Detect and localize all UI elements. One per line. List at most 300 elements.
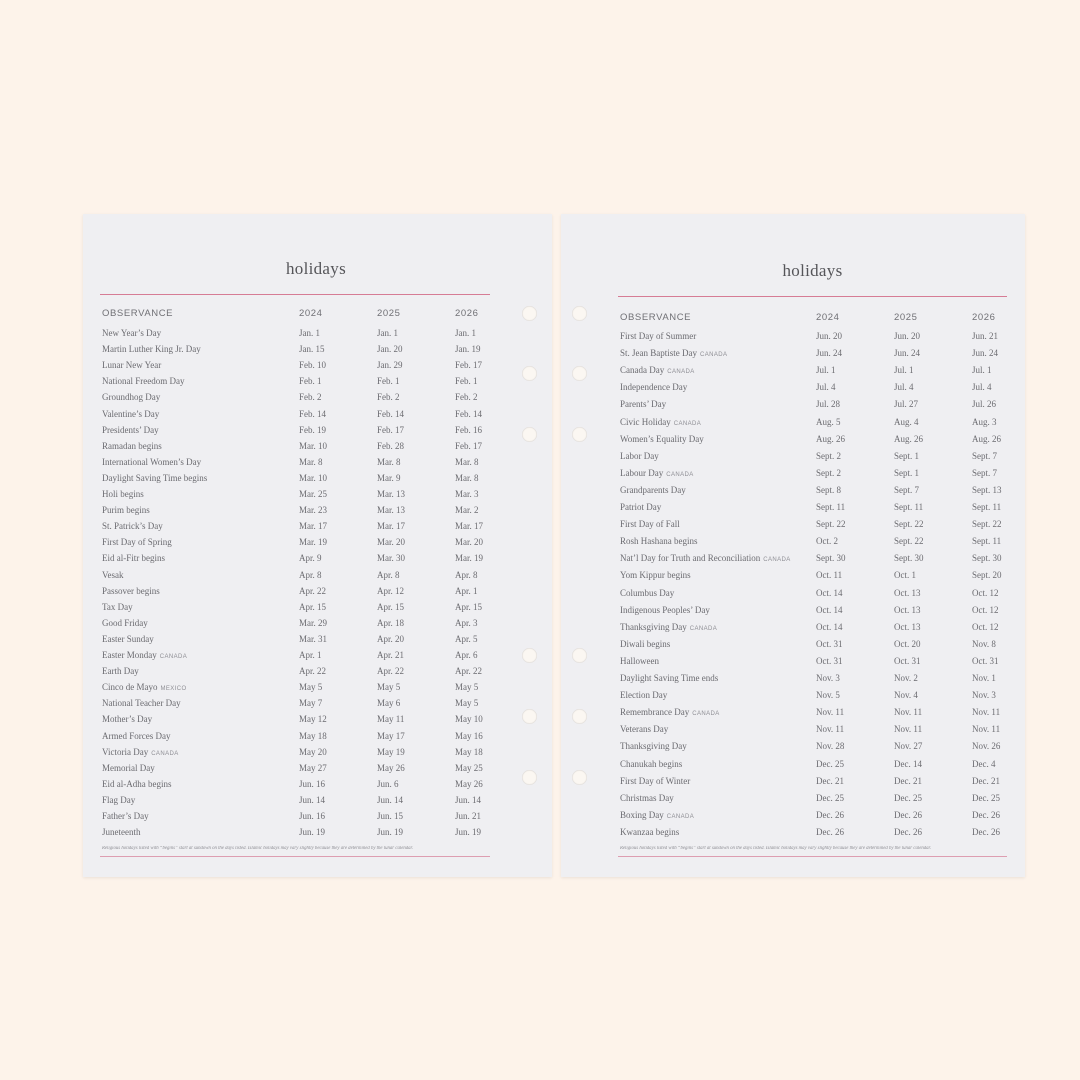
holiday-name-text: Nat’l Day for Truth and Reconciliation [620,553,761,564]
holiday-name-text: Canada Day [620,365,665,376]
holiday-name-text: Christmas Day [620,792,674,803]
table-row [102,763,492,779]
holiday-name [620,485,686,495]
table-row [620,434,1010,450]
table-row [102,457,492,473]
date-2025: Jul. 27 [894,399,919,410]
table-row [620,690,1010,706]
holiday-name-text: Patriot Day [620,502,662,512]
holiday-name-text: Presidents’ Day [102,424,159,435]
table-row [102,537,492,553]
date-2026: Nov. 11 [972,707,1001,718]
holiday-name-text: St. Patrick’s Day [102,521,163,532]
table-row [620,331,1010,347]
date-2025: May 11 [377,714,405,725]
date-2026: Nov. 8 [972,638,996,649]
date-2024: Oct. 14 [816,587,843,598]
holiday-name [102,537,172,547]
table-row [102,409,492,425]
date-2024: May 18 [299,730,327,741]
date-2026: Sept. 20 [972,570,1002,581]
holiday-name [102,682,187,692]
date-2025: Jan. 1 [377,328,398,338]
date-2024: Jul. 4 [816,382,836,393]
table-row [620,553,1010,569]
date-2026: Sept. 22 [972,519,1002,530]
holiday-name-text: Vesak [102,569,124,580]
holiday-name-text: Purim begins [102,505,150,516]
date-2024: Feb. 2 [299,392,322,403]
holiday-name-text: Grandparents Day [620,484,686,495]
page-title: holidays [782,261,843,280]
table-row [620,451,1010,467]
date-2025: Mar. 13 [377,489,405,499]
holiday-name [620,553,791,563]
date-2025: Mar. 8 [377,456,401,467]
holiday-name-text: Independence Day [620,382,688,393]
table-row [620,536,1010,552]
date-2026: Jun. 24 [972,348,999,359]
binder-hole [572,648,587,663]
date-2024: Dec. 26 [816,826,844,837]
table-row [102,441,492,457]
date-2024: Apr. 22 [299,585,326,596]
table-row [102,634,492,650]
date-2026: Jul. 26 [972,399,997,410]
holiday-name-text: Easter Monday [102,650,157,660]
holiday-name-text: Groundhog Day [102,392,161,403]
table-row [620,519,1010,535]
date-2026: May 18 [455,746,483,757]
date-2024: Oct. 11 [816,570,843,581]
date-2025: Apr. 8 [377,569,400,580]
table-row [102,328,492,344]
date-2025: May 19 [377,746,405,757]
date-2026: Mar. 2 [455,505,479,516]
holiday-name-text: Eid al-Adha begins [102,778,172,789]
table-row [102,731,492,747]
holiday-name-text: International Women’s Day [102,456,202,467]
holiday-name-text: National Teacher Day [102,698,181,709]
table-row [102,505,492,521]
date-2025: Jan. 20 [377,344,403,355]
holiday-name [102,392,160,402]
table-row [620,759,1010,775]
holiday-name [102,811,149,821]
date-2024: Feb. 1 [299,376,322,387]
date-2025: Apr. 15 [377,601,404,612]
holiday-name-text: Martin Luther King Jr. Day [102,344,201,355]
date-2025: Jun. 20 [894,331,921,341]
date-2026: Sept. 7 [972,467,998,478]
date-2026: Feb. 16 [455,424,482,435]
date-2024: Oct. 14 [816,621,843,632]
date-2024: Jan. 1 [299,328,320,338]
date-2024: Jun. 16 [299,811,326,821]
table-row [102,795,492,811]
holiday-name [620,793,674,803]
date-2026: Aug. 3 [972,416,997,427]
holiday-name-text: Columbus Day [620,587,675,598]
holiday-name [620,639,670,649]
date-2024: Jul. 1 [816,365,836,376]
date-2026: Mar. 19 [455,553,483,564]
holiday-name [620,434,704,444]
holiday-name-text: Yom Kippur begins [620,570,691,581]
title-divider [100,294,490,295]
header-year-2025: 2025 [894,312,918,323]
date-2024: Oct. 31 [816,655,843,666]
date-2026: Nov. 3 [972,690,996,701]
holiday-name-text: Indigenous Peoples’ Day [620,604,710,615]
date-2024: Apr. 22 [299,666,326,677]
date-2026: Aug. 26 [972,433,1001,444]
table-row [102,570,492,586]
binder-hole [572,306,587,321]
table-row [620,382,1010,398]
table-row [102,344,492,360]
date-2025: Oct. 1 [894,570,916,581]
date-2024: Sept. 11 [816,502,846,512]
table-row [620,570,1010,586]
binder-hole [572,770,587,785]
table-row [620,399,1010,415]
table-row [620,365,1010,381]
holiday-name [102,827,141,837]
date-2025: Oct. 13 [894,604,921,615]
table-row [102,666,492,682]
footnote-divider [618,856,1007,857]
date-2026: Sept. 11 [972,536,1002,547]
date-2024: Apr. 1 [299,650,322,660]
date-2025: Feb. 14 [377,408,404,419]
table-row [102,473,492,489]
holiday-name [102,553,165,563]
date-2025: May 17 [377,730,405,741]
date-2025: Jul. 1 [894,365,914,376]
date-2025: Nov. 11 [894,724,923,735]
table-row [620,485,1010,501]
date-2026: Oct. 12 [972,604,999,615]
date-2024: May 20 [299,746,327,757]
date-2026: Feb. 14 [455,408,482,419]
date-2026: Apr. 3 [455,617,478,628]
table-row [102,376,492,392]
holiday-name [102,634,154,644]
region-tag: CANADA [673,420,702,427]
holiday-name [102,602,133,612]
date-2026: Jan. 1 [455,328,476,338]
table-row [102,714,492,730]
holiday-name [620,724,668,734]
date-2026: Mar. 20 [455,537,483,548]
header-observance: OBSERVANCE [620,312,692,323]
date-2024: Nov. 11 [816,707,845,718]
date-2025: Mar. 30 [377,553,405,564]
table-row [620,724,1010,740]
holiday-name-text: Flag Day [102,794,136,805]
date-2026: Jan. 19 [455,344,481,355]
date-2026: Nov. 26 [972,741,1001,752]
table-row [620,348,1010,364]
table-row [102,618,492,634]
table-row [102,698,492,714]
holiday-name [102,505,150,515]
holiday-name [620,759,682,769]
date-2025: Dec. 14 [894,758,922,769]
holiday-name [102,618,148,628]
table-row [102,553,492,569]
table-row [620,776,1010,792]
date-2026: Oct. 12 [972,621,999,632]
date-2026: Apr. 15 [455,601,482,612]
date-2026: May 5 [455,698,479,709]
date-2024: Mar. 10 [299,440,327,451]
date-2026: Jul. 4 [972,382,992,393]
header-year-2024: 2024 [299,308,323,319]
date-2026: Apr. 22 [455,666,482,677]
holiday-name [620,468,694,478]
header-year-2026: 2026 [455,308,479,319]
holiday-name-text: Lunar New Year [102,360,162,371]
date-2026: Dec. 21 [972,775,1000,786]
date-2026: Feb. 2 [455,392,478,403]
region-tag: CANADA [159,654,188,660]
date-2024: May 12 [299,714,327,725]
date-2025: Dec. 25 [894,792,922,803]
date-2025: Jun. 19 [377,827,404,838]
date-2024: Apr. 15 [299,601,326,612]
holiday-name-text: Civic Holiday [620,416,671,427]
table-row [102,392,492,408]
holiday-name [102,666,139,676]
table-row [102,682,492,698]
date-2024: Dec. 25 [816,792,844,803]
binder-hole [522,709,537,724]
holiday-name-text: First Day of Spring [102,537,172,548]
date-2025: Apr. 21 [377,650,404,660]
date-2026: Jun. 19 [455,827,482,838]
date-2024: Jul. 28 [816,399,841,410]
date-2024: Sept. 2 [816,450,842,461]
holiday-name [102,376,184,386]
holiday-name-text: Veterans Day [620,724,669,735]
date-2024: Mar. 25 [299,489,327,499]
date-2025: Aug. 4 [894,416,919,427]
holiday-name [102,328,161,338]
binder-hole [522,648,537,663]
date-2025: Sept. 22 [894,536,924,547]
date-2026: Mar. 3 [455,489,479,499]
date-2025: Apr. 12 [377,585,404,596]
binder-hole [572,366,587,381]
date-2024: Mar. 23 [299,505,327,516]
holiday-name-text: Mother’s Day [102,714,153,725]
region-tag: CANADA [692,711,720,718]
holiday-name [620,365,695,375]
holiday-name [102,779,171,789]
holiday-name [620,707,720,717]
date-2026: Oct. 31 [972,655,999,666]
date-2026: Feb. 1 [455,376,478,387]
holiday-name [102,714,152,724]
date-2025: Feb. 17 [377,424,404,435]
region-tag: MEXICO [160,686,187,693]
holiday-name [102,650,187,660]
holiday-name [102,795,135,805]
date-2024: Oct. 2 [816,536,838,547]
header-observance: OBSERVANCE [102,308,174,319]
holiday-name [620,536,698,546]
holiday-name-text: St. Jean Baptiste Day [620,348,697,359]
holiday-name [620,776,690,786]
date-2025: Mar. 13 [377,505,405,516]
region-tag: CANADA [667,369,695,376]
date-2026: May 5 [455,682,479,693]
date-2026: Sept. 30 [972,553,1002,564]
date-2024: Oct. 31 [816,638,843,649]
date-2024: May 7 [299,698,323,709]
holiday-name-text: Labor Day [620,450,659,461]
holiday-name-text: First Day of Summer [620,331,697,341]
holiday-name [102,344,201,354]
date-2025: Nov. 2 [894,673,918,683]
holiday-name-text: Diwali begins [620,638,671,649]
holiday-name-text: Holi begins [102,489,144,499]
holiday-name-text: New Year’s Day [102,328,162,338]
region-tag: CANADA [763,557,791,564]
holiday-name [620,656,659,666]
region-tag: CANADA [689,625,718,632]
table-row [620,793,1010,809]
date-2024: Mar. 17 [299,521,327,532]
holiday-name-text: Passover begins [102,585,160,596]
holiday-name [620,331,696,341]
date-2025: Jun. 14 [377,794,404,805]
holiday-name-text: Parents’ Day [620,399,667,410]
date-2024: Mar. 31 [299,633,327,644]
holiday-name-text: Victoria Day [102,746,149,757]
holiday-name-text: Boxing Day [620,809,664,820]
holiday-name-text: Juneteenth [102,827,141,838]
holiday-name-text: Remembrance Day [620,707,690,718]
page-title: holidays [285,259,346,278]
date-2026: Jul. 1 [972,365,992,376]
date-2025: Nov. 4 [894,690,918,701]
date-2024: Nov. 5 [816,690,840,701]
header-year-2026: 2026 [972,312,996,323]
date-2025: Mar. 17 [377,521,405,532]
holiday-name [102,747,179,757]
date-2025: Oct. 31 [894,655,921,666]
date-2025: Dec. 21 [894,775,922,786]
date-2024: Sept. 2 [816,467,842,478]
date-2026: Nov. 11 [972,724,1001,735]
holiday-name-text: Eid al-Fitr begins [102,553,165,564]
holiday-name [102,521,163,531]
date-2025: Oct. 13 [894,587,921,598]
date-2025: Jun. 6 [377,778,399,789]
date-2024: Sept. 8 [816,484,842,495]
date-2025: Nov. 27 [894,741,923,752]
table-row [620,622,1010,638]
date-2025: Sept. 1 [894,450,920,461]
holiday-name [102,570,124,580]
holiday-name [620,399,666,409]
date-2025: Apr. 20 [377,633,404,644]
holiday-name [102,489,144,499]
holiday-name-text: Kwanzaa begins [620,826,680,837]
table-row [620,810,1010,826]
holiday-name [102,586,160,596]
table-row [620,417,1010,433]
table-row [620,656,1010,672]
date-2025: Aug. 26 [894,433,923,444]
region-tag: CANADA [700,352,728,359]
holiday-name-text: First Day of Fall [620,519,680,530]
holiday-name-text: Easter Sunday [102,633,154,644]
footnote: Religious holidays listed with “begins” start at sundown on the days listed. Islamic holidays may vary slightly because they are determined by the lunar calendar. [102,846,414,851]
table-row [620,468,1010,484]
date-2024: Nov. 28 [816,741,845,752]
date-2024: Dec. 21 [816,775,844,786]
date-2024: Dec. 25 [816,758,844,769]
holiday-name-text: First Day of Winter [620,775,691,786]
table-row [620,502,1010,518]
date-2026: Mar. 8 [455,456,479,467]
left-planner-page [83,214,552,877]
date-2024: Sept. 30 [816,553,846,564]
table-row [620,707,1010,723]
header-year-2024: 2024 [816,312,840,323]
holiday-name [620,417,701,427]
holiday-name [620,348,727,358]
right-planner-page [561,214,1025,877]
table-header [102,308,492,324]
date-2024: Jun. 24 [816,348,843,359]
date-2025: Feb. 1 [377,376,400,387]
table-row [102,602,492,618]
table-header [620,312,1010,328]
date-2025: Dec. 26 [894,809,922,820]
date-2025: Oct. 13 [894,621,921,632]
date-2026: Feb. 17 [455,360,482,371]
date-2025: Mar. 9 [377,472,401,483]
date-2024: Jun. 20 [816,331,843,341]
holiday-name-text: Cinco de Mayo [102,682,158,693]
date-2025: Nov. 11 [894,707,923,718]
date-2026: May 25 [455,762,483,773]
date-2024: Dec. 26 [816,809,844,820]
date-2026: Feb. 17 [455,440,482,451]
region-tag: CANADA [151,750,179,757]
holiday-name [620,673,718,683]
holiday-name-text: Good Friday [102,617,148,628]
footnote: Religious holidays listed with “begins” start at sundown on the days listed. Islamic holidays may vary slightly because they are determined by the lunar calendar. [620,846,932,851]
date-2026: Mar. 8 [455,472,479,483]
date-2025: Sept. 7 [894,484,920,495]
holiday-name [102,763,155,773]
date-2025: Sept. 30 [894,553,924,564]
holiday-name-text: Father’s Day [102,811,149,821]
date-2024: Nov. 3 [816,673,840,683]
date-2025: Jan. 29 [377,360,403,371]
table-row [620,827,1010,843]
table-row [620,588,1010,604]
date-2024: Apr. 8 [299,569,322,580]
header-year-2025: 2025 [377,308,401,319]
footnote-divider [100,856,490,857]
